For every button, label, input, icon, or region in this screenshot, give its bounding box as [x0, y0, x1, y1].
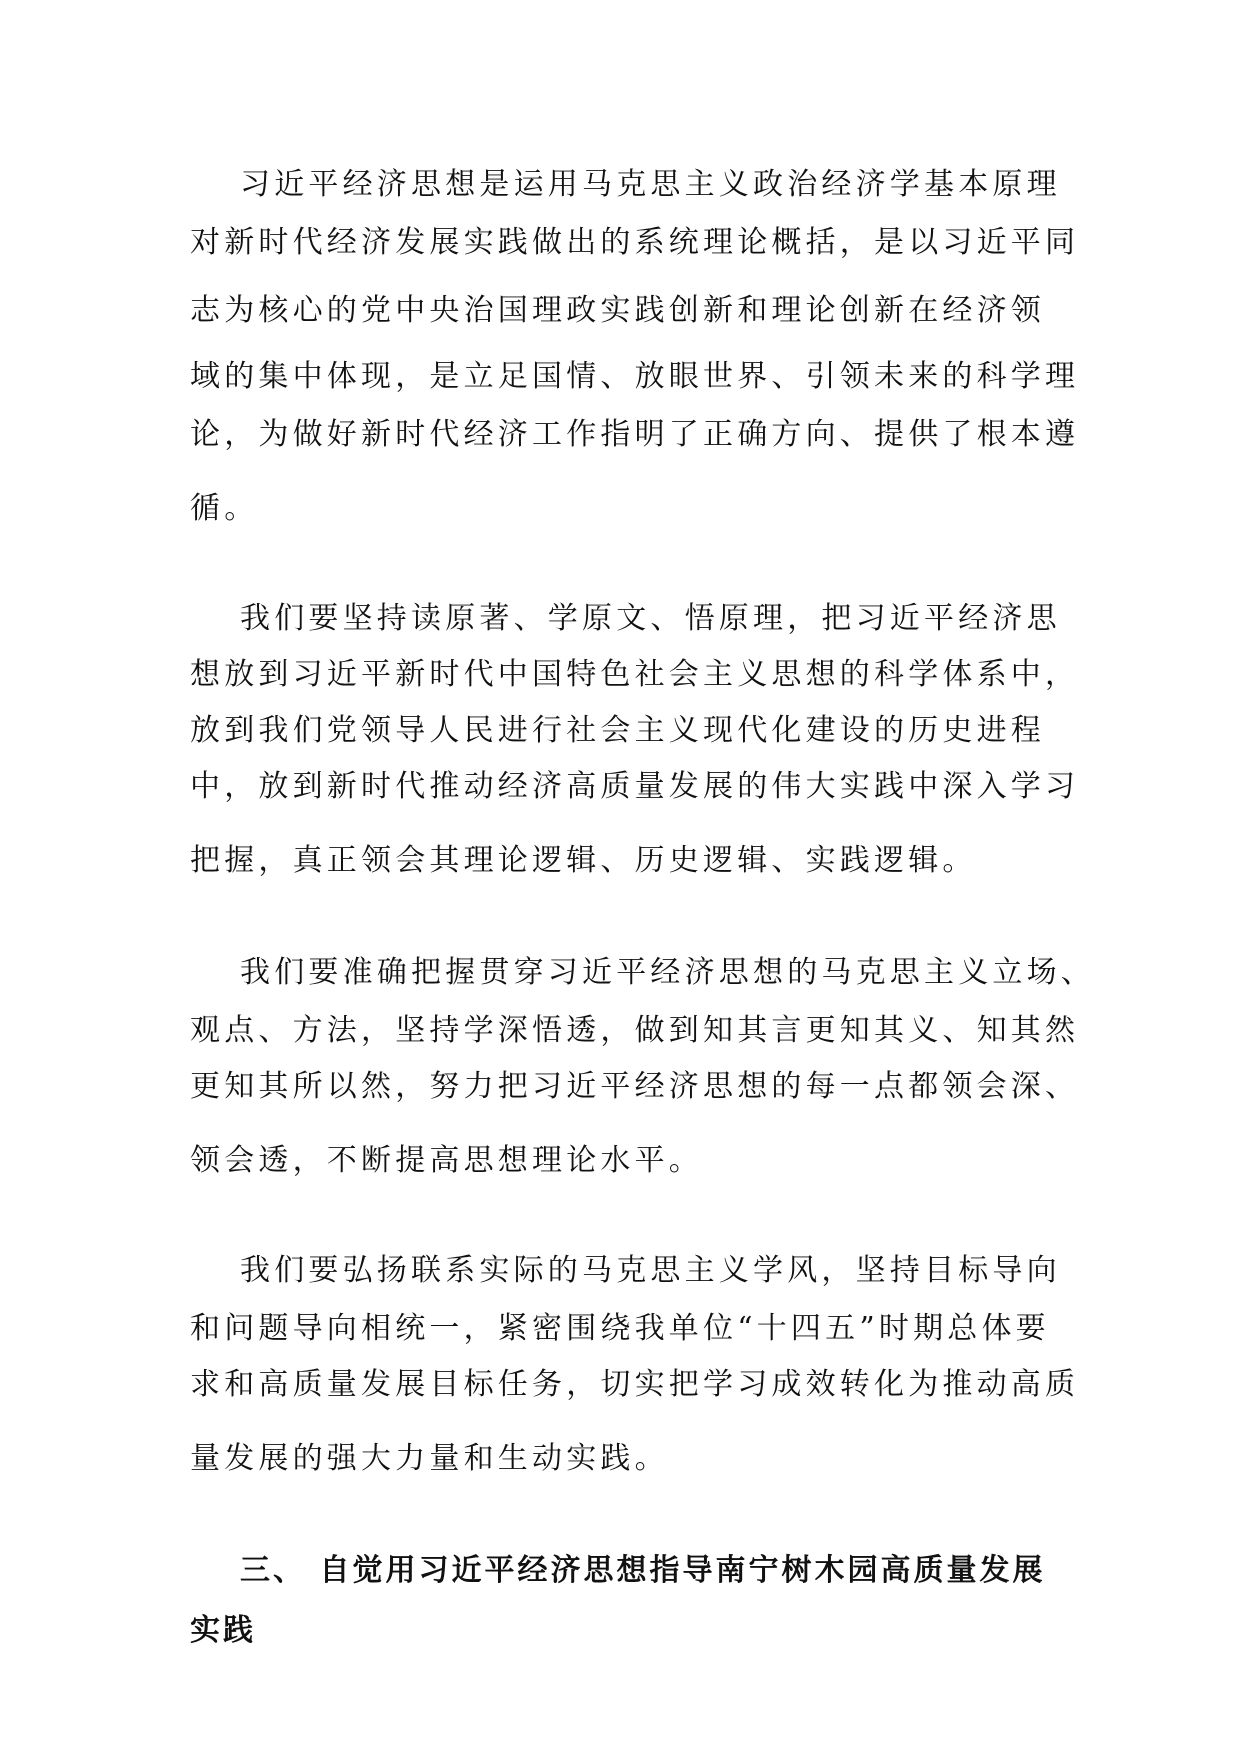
paragraph-line: 我们要弘扬联系实际的马克思主义学风，坚持目标导向: [240, 1253, 1061, 1288]
heading-line: 三、 自觉用习近平经济思想指导南宁树木园高质量发展: [240, 1553, 1046, 1588]
paragraph-line: 和问题导向相统一，紧密围绕我单位“十四五”时期总体要: [190, 1311, 1050, 1346]
paragraph-line: 中，放到新时代推动经济高质量发展的伟大实践中深入学习: [190, 769, 1080, 804]
paragraph-line: 量发展的强大力量和生动实践。: [190, 1441, 669, 1476]
paragraph-line: 域的集中体现，是立足国情、放眼世界、引领未来的科学理: [190, 359, 1080, 394]
paragraph-line: 我们要坚持读原著、学原文、悟原理，把习近平经济思: [240, 601, 1061, 636]
paragraph-line: 领会透，不断提高思想理论水平。: [190, 1143, 703, 1178]
paragraph-line: 论，为做好新时代经济工作指明了正确方向、提供了根本遵: [190, 417, 1080, 452]
paragraph-line: 观点、方法，坚持学深悟透，做到知其言更知其义、知其然: [190, 1013, 1080, 1048]
paragraph-line: 习近平经济思想是运用马克思主义政治经济学基本原理: [240, 167, 1061, 202]
paragraph-line: 我们要准确把握贯穿习近平经济思想的马克思主义立场、: [240, 955, 1095, 990]
paragraph-line: 想放到习近平新时代中国特色社会主义思想的科学体系中，: [190, 657, 1080, 692]
paragraph-line: 循。: [190, 491, 259, 526]
paragraph-line: 更知其所以然，努力把习近平经济思想的每一点都领会深、: [190, 1069, 1080, 1104]
paragraph-line: 求和高质量发展目标任务，切实把学习成效转化为推动高质: [190, 1367, 1080, 1402]
paragraph-line: 把握，真正领会其理论逻辑、历史逻辑、实践逻辑。: [190, 843, 977, 878]
paragraph-line: 放到我们党领导人民进行社会主义现代化建设的历史进程: [190, 713, 1045, 748]
heading-line: 实践: [190, 1613, 256, 1648]
paragraph-line: 志为核心的党中央治国理政实践创新和理论创新在经济领: [190, 293, 1045, 328]
paragraph-line: 对新时代经济发展实践做出的系统理论概括，是以习近平同: [190, 225, 1080, 260]
